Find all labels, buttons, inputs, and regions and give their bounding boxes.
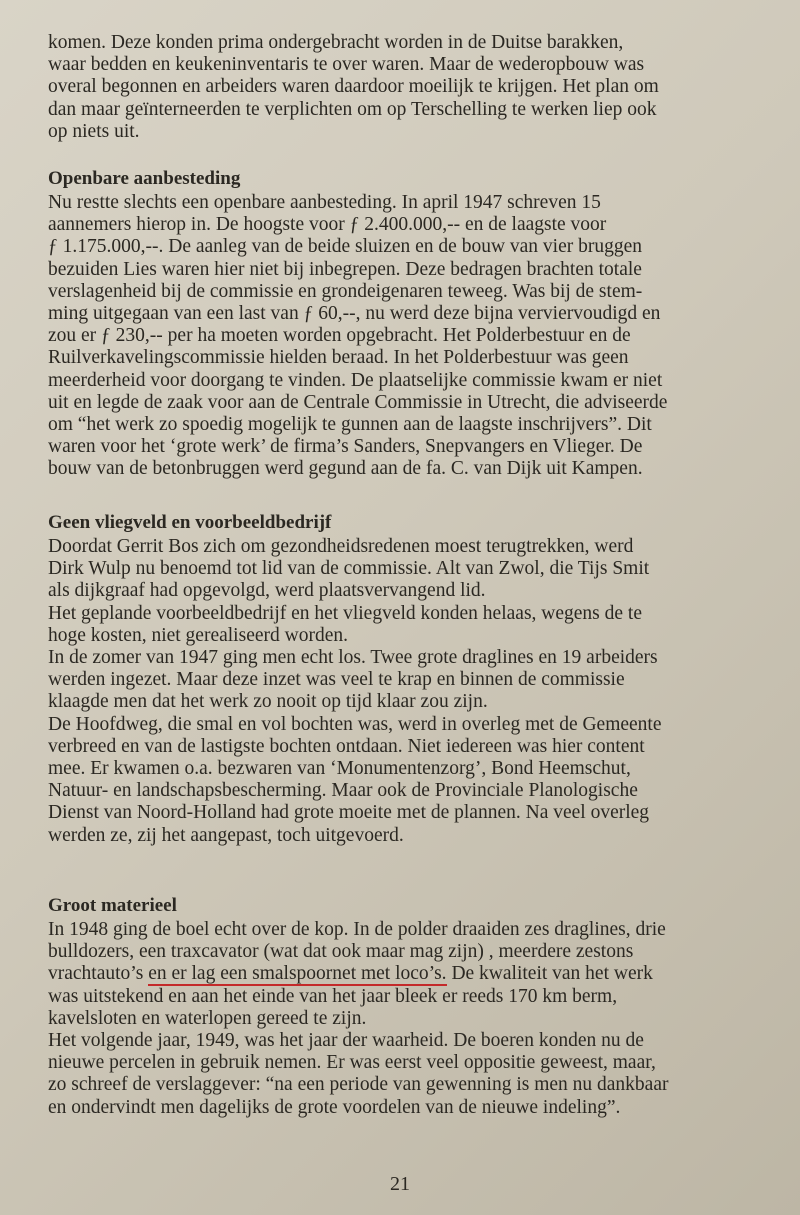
text-line: In de zomer van 1947 ging men echt los. Twee grote draglines en 19 arbeiders bbox=[48, 647, 658, 669]
text-line: Ruilverkavelingscommissie hielden beraad. In het Polderbestuur was geen bbox=[48, 347, 629, 369]
text-segment: vrachtauto’s bbox=[48, 963, 149, 985]
text-line: om “het werk zo spoedig mogelijk te gunnen aan de laagste inschrijvers”. Dit bbox=[48, 414, 652, 436]
text-line: ƒ 1.175.000,--. De aanleg van de beide sluizen en de bouw van vier bruggen bbox=[48, 236, 643, 258]
text-line: In 1948 ging de boel echt over de kop. In de polder draaiden zes draglines, drie bbox=[48, 919, 666, 940]
text-line: was uitstekend en aan het einde van het jaar bleek er reeds 170 km berm, bbox=[48, 985, 618, 1007]
underlined-phrase: en er lag een smalspoornet met loco’s. bbox=[148, 963, 447, 985]
text-line: als dijkgraaf had opgevolgd, werd plaatsvervangend lid. bbox=[48, 580, 486, 602]
text-line: uit en legde de zaak voor aan de Centrale Commissie in Utrecht, die adviseerde bbox=[48, 391, 668, 413]
text-line bbox=[48, 963, 748, 985]
paragraph-openbare-aanbesteding bbox=[48, 192, 748, 481]
text-line: waar bedden en keukeninventaris te over waren. Maar de wederopbouw was bbox=[48, 54, 645, 76]
text-line: komen. Deze konden prima ondergebracht worden in de Duitse barakken, bbox=[48, 32, 624, 53]
text-line: meerderheid voor doorgang te vinden. De plaatselijke commissie kwam er niet bbox=[48, 369, 663, 391]
page-number: 21 bbox=[390, 1173, 410, 1195]
text-line: Het geplande voorbeeldbedrijf en het vliegveld konden helaas, wegens de te bbox=[48, 602, 642, 624]
heading-openbare-aanbesteding: Openbare aanbesteding bbox=[48, 168, 241, 189]
text-line: nieuwe percelen in gebruik nemen. Er was eerst veel oppositie geweest, maar, bbox=[48, 1052, 656, 1074]
paragraph-groot-materieel bbox=[48, 919, 748, 1119]
text-line: verslagenheid bij de commissie en grondeigenaren teweeg. Was bij de stem- bbox=[48, 280, 643, 302]
text-line: mee. Er kwamen o.a. bezwaren van ‘Monumentenzorg’, Bond Heemschut, bbox=[48, 758, 631, 780]
text-line: klaagde men dat het werk zo nooit op tijd klaar zou zijn. bbox=[48, 691, 488, 713]
text-line: op niets uit. bbox=[48, 120, 140, 142]
text-line: kavelsloten en waterlopen gereed te zijn. bbox=[48, 1007, 367, 1029]
text-line: ming uitgegaan van een last van ƒ 60,--, nu werd deze bijna verviervoudigd en bbox=[48, 303, 661, 325]
text-line: Nu restte slechts een openbare aanbesteding. In april 1947 schreven 15 bbox=[48, 192, 601, 213]
text-line: waren voor het ‘grote werk’ de firma’s Sanders, Snepvangers en Vlieger. De bbox=[48, 436, 643, 458]
text-line: Doordat Gerrit Bos zich om gezondheidsredenen moest terugtrekken, werd bbox=[48, 536, 634, 557]
text-line: werden ze, zij het aangepast, toch uitgevoerd. bbox=[48, 824, 404, 846]
text-line: en ondervindt men dagelijks de grote voordelen van de nieuwe indeling”. bbox=[48, 1096, 621, 1118]
text-line: zou er ƒ 230,-- per ha moeten worden opgebracht. Het Polderbestuur en de bbox=[48, 325, 631, 347]
heading-groot-materieel: Groot materieel bbox=[48, 895, 177, 916]
text-line: hoge kosten, niet gerealiseerd worden. bbox=[48, 624, 348, 646]
paragraph-geen-vliegveld bbox=[48, 536, 748, 847]
text-line: De Hoofdweg, die smal en vol bochten was, werd in overleg met de Gemeente bbox=[48, 713, 662, 735]
text-line: bouw van de betonbruggen werd gegund aan de fa. C. van Dijk uit Kampen. bbox=[48, 458, 643, 480]
text-line: bezuiden Lies waren hier niet bij inbegrepen. Deze bedragen brachten totale bbox=[48, 258, 642, 280]
text-line: aannemers hierop in. De hoogste voor ƒ 2.400.000,-- en de laagste voor bbox=[48, 214, 607, 236]
text-line: dan maar geïnterneerden te verplichten om op Terschelling te werken liep ook bbox=[48, 98, 657, 120]
text-line: werden ingezet. Maar deze inzet was veel te krap en binnen de commissie bbox=[48, 669, 625, 691]
text-line: zo schreef de verslaggever: “na een periode van gewenning is men nu dankbaar bbox=[48, 1074, 669, 1096]
text-line: Natuur- en landschapsbescherming. Maar ook de Provinciale Planologische bbox=[48, 780, 638, 802]
text-line: verbreed en van de lastigste bochten ontdaan. Niet iedereen was hier content bbox=[48, 735, 645, 757]
text-line: Dienst van Noord-Holland had grote moeite met de plannen. Na veel overleg bbox=[48, 802, 650, 824]
heading-geen-vliegveld: Geen vliegveld en voorbeeldbedrijf bbox=[48, 512, 332, 533]
text-line: Dirk Wulp nu benoemd tot lid van de commissie. Alt van Zwol, die Tijs Smit bbox=[48, 558, 650, 580]
text-line: bulldozers, een traxcavator (wat dat ook maar mag zijn) , meerdere zestons bbox=[48, 941, 634, 963]
text-segment: De kwaliteit van het werk bbox=[446, 963, 653, 985]
text-line: overal begonnen en arbeiders waren daardoor moeilijk te krijgen. Het plan om bbox=[48, 76, 659, 98]
paragraph-intro bbox=[48, 32, 748, 143]
text-line: Het volgende jaar, 1949, was het jaar der waarheid. De boeren konden nu de bbox=[48, 1030, 644, 1052]
